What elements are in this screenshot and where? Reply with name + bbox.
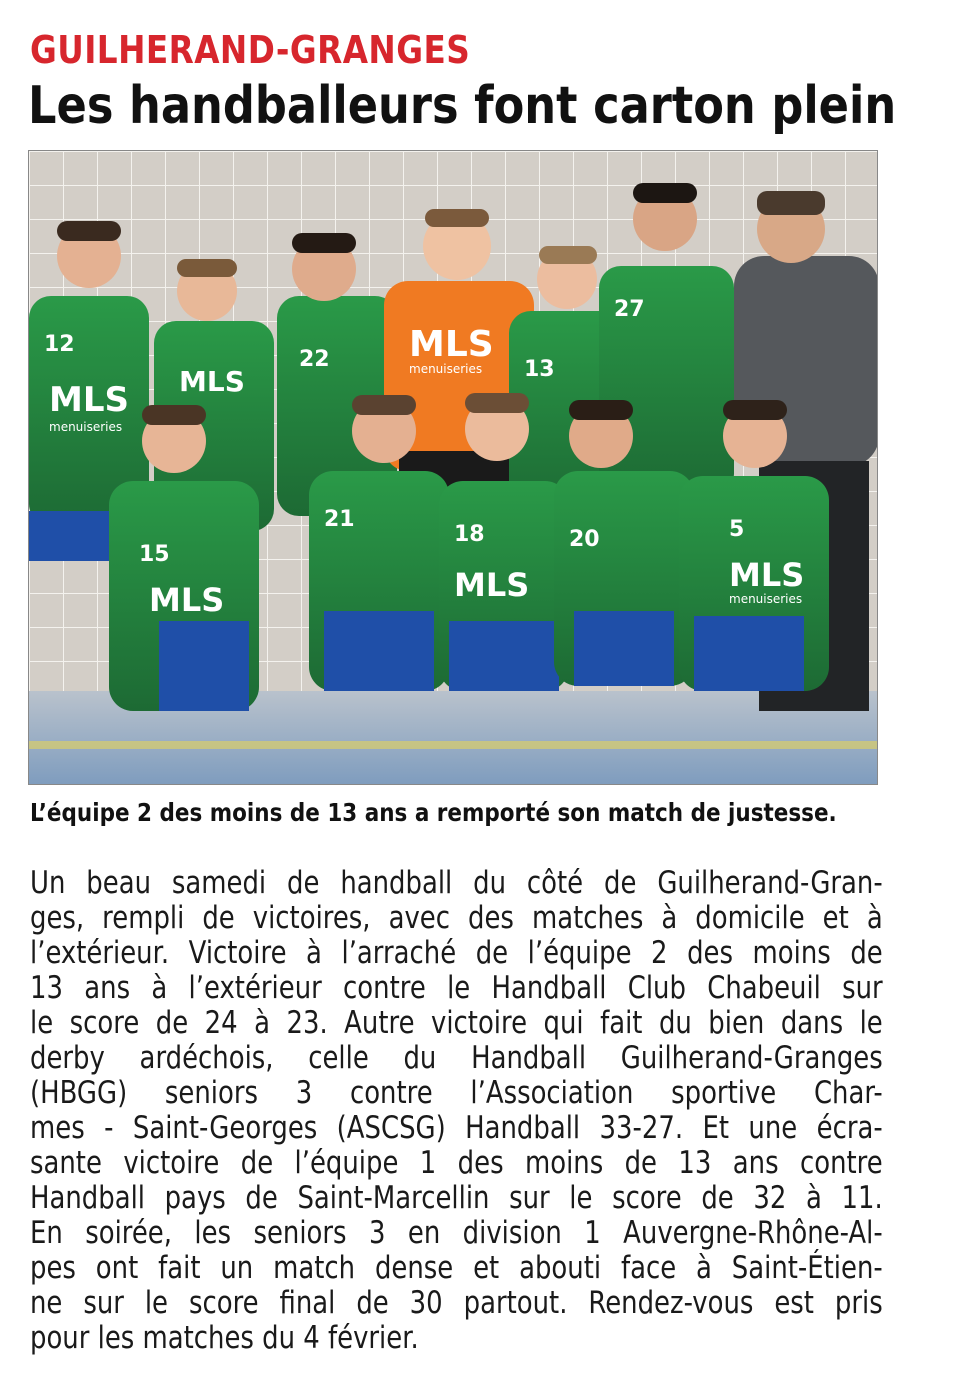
body-line: derby ardéchois, celle du Handball Guilherand-Granges (30, 1040, 883, 1076)
sponsor-subtext: menuiseries (409, 362, 483, 376)
body-line: 13 ans à l’extérieur contre le Handball Club Chabeuil sur (30, 970, 883, 1006)
jersey-number: 22 (299, 347, 330, 372)
sponsor-logo: MLS (454, 566, 530, 604)
sponsor-subtext: menuiseries (729, 592, 803, 606)
jersey-number: 12 (44, 332, 75, 357)
sponsor-logo: MLS (729, 556, 805, 594)
jersey-number: 18 (454, 522, 485, 547)
sponsor-logo: MLS (409, 324, 494, 365)
body-line: le score de 24 à 23. Autre victoire qui fait du bien dans le (30, 1005, 883, 1041)
sponsor-subtext: menuiseries (49, 420, 123, 434)
jersey-number: 15 (139, 542, 170, 567)
team-photo-illustration (29, 151, 878, 785)
body-line: ne sur le score final de 30 partout. Rendez-vous est pris (30, 1285, 883, 1321)
jersey-number: 20 (569, 527, 600, 552)
body-line: (HBGG) seniors 3 contre l’Association sportive Char- (30, 1075, 883, 1111)
jersey-number: 21 (324, 507, 355, 532)
jersey-number: 13 (524, 357, 555, 382)
photo-caption: L’équipe 2 des moins de 13 ans a remporté son match de justesse. (30, 798, 837, 827)
jersey-number: 27 (614, 297, 645, 322)
team-photo (28, 150, 878, 785)
body-line: Un beau samedi de handball du côté de Guilherand-Gran- (30, 865, 883, 901)
article-body (30, 866, 883, 1356)
jersey-number: 5 (729, 517, 745, 542)
body-line: sante victoire de l’équipe 1 des moins de 13 ans contre (30, 1145, 883, 1181)
body-line: mes - Saint-Georges (ASCSG) Handball 33-27. Et une écra- (30, 1110, 883, 1146)
section-kicker: GUILHERAND-GRANGES (30, 28, 471, 72)
sponsor-logo: MLS (179, 365, 245, 398)
body-line: En soirée, les seniors 3 en division 1 Auvergne-Rhône-Al- (30, 1215, 883, 1251)
article-headline: Les handballeurs font carton plein (28, 76, 897, 136)
body-line: pour les matches du 4 février. (30, 1320, 419, 1356)
body-line: pes ont fait un match dense et abouti face à Saint-Étien- (30, 1250, 883, 1286)
sponsor-logo: MLS (149, 581, 225, 619)
body-line: ges, rempli de victoires, avec des matches à domicile et à (30, 900, 883, 936)
body-line: l’extérieur. Victoire à l’arraché de l’équipe 2 des moins de (30, 935, 883, 971)
body-line: Handball pays de Saint-Marcellin sur le score de 32 à 11. (30, 1180, 883, 1216)
sponsor-logo: MLS (49, 380, 129, 420)
